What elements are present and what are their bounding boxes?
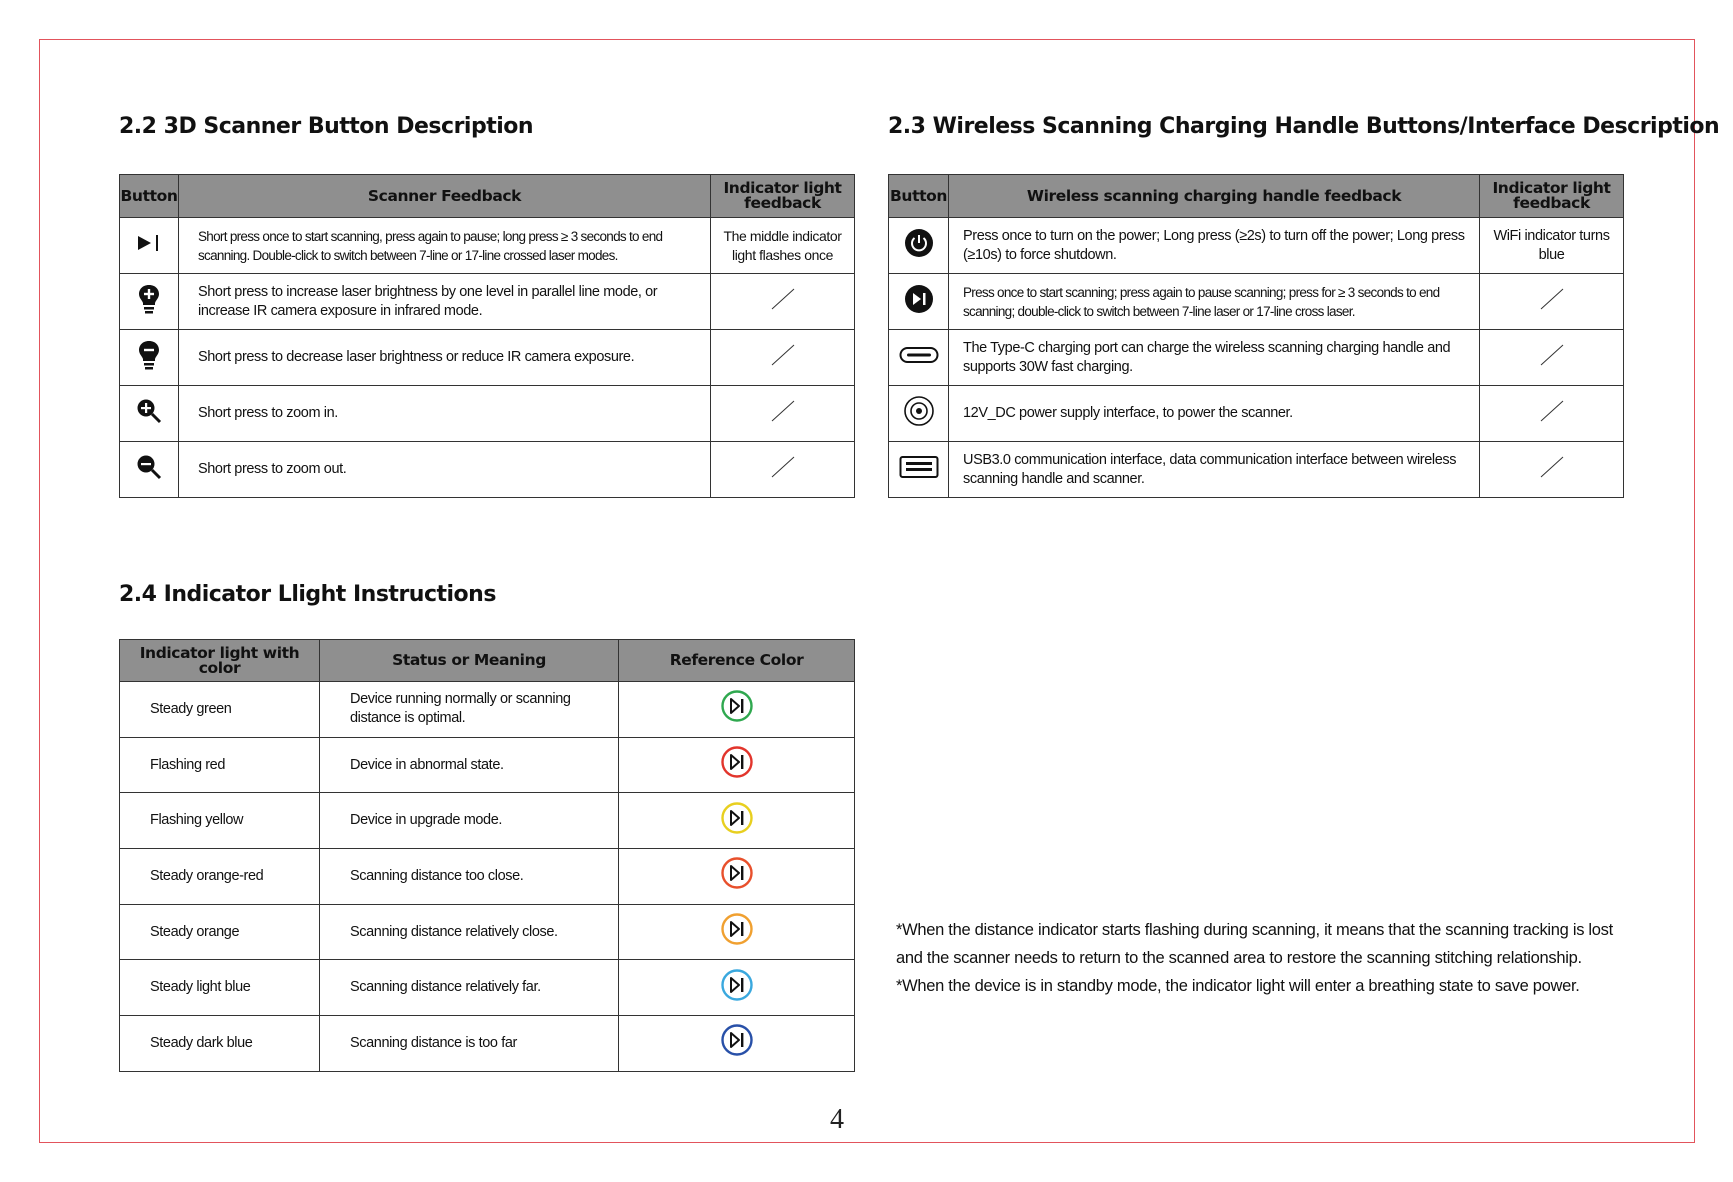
indicator-color-name: Flashing red xyxy=(120,737,320,793)
indicator-color-name: Flashing yellow xyxy=(120,793,320,849)
section-title-scanner-buttons: 2.2 3D Scanner Button Description xyxy=(119,114,534,139)
reference-color-icon xyxy=(619,1016,855,1072)
indicator-color-name: Steady orange-red xyxy=(120,849,320,905)
indicator-color-name: Steady green xyxy=(120,682,320,738)
indicator-text: The middle indicator light flashes once xyxy=(711,218,855,274)
reference-color-icon xyxy=(619,849,855,905)
power-icon xyxy=(889,218,949,274)
table-row xyxy=(889,330,1624,386)
header-indicator-feedback: Indicator light feedback xyxy=(711,175,855,218)
feedback-text: Short press to zoom in. xyxy=(179,386,711,442)
status-text: Device in upgrade mode. xyxy=(320,793,619,849)
type-c-port-icon xyxy=(889,330,949,386)
page-number: 4 xyxy=(830,1104,844,1135)
feedback-text: 12V_DC power supply interface, to power the scanner. xyxy=(949,386,1480,442)
table-row xyxy=(120,904,855,960)
indicator-color-name: Steady orange xyxy=(120,904,320,960)
feedback-text: Short press to decrease laser brightness or reduce IR camera exposure. xyxy=(179,330,711,386)
header-button: Button xyxy=(120,175,179,218)
status-text: Scanning distance relatively far. xyxy=(320,960,619,1016)
indicator-slash xyxy=(1480,330,1624,386)
table-row xyxy=(889,274,1624,330)
scanner-button-table xyxy=(119,174,855,498)
status-text: Scanning distance too close. xyxy=(320,849,619,905)
brightness-down-icon xyxy=(120,330,179,386)
dc-port-icon xyxy=(889,386,949,442)
play-pause-icon xyxy=(120,218,179,274)
table-row xyxy=(120,737,855,793)
feedback-text: Short press to zoom out. xyxy=(179,442,711,498)
table-row xyxy=(120,386,855,442)
feedback-text: USB3.0 communication interface, data communication interface between wireless scanning handle and scanner. xyxy=(949,442,1480,498)
status-text: Device in abnormal state. xyxy=(320,737,619,793)
header-indicator-color: Indicator light with color xyxy=(120,640,320,682)
feedback-text: Short press once to start scanning, press again to pause; long press ≥ 3 seconds to end scanning. Double-click to switch between 7-line or 17-line crossed laser modes. xyxy=(179,218,711,274)
indicator-slash xyxy=(1480,442,1624,498)
section-title-handle-buttons: 2.3 Wireless Scanning Charging Handle Buttons/Interface Description xyxy=(888,114,1720,139)
zoom-out-icon xyxy=(120,442,179,498)
indicator-slash xyxy=(1480,274,1624,330)
reference-color-icon xyxy=(619,960,855,1016)
indicator-slash xyxy=(711,442,855,498)
feedback-text: Short press to increase laser brightness by one level in parallel line mode, or increase IR camera exposure in infrared mode. xyxy=(179,274,711,330)
reference-color-icon xyxy=(619,793,855,849)
table-row xyxy=(120,682,855,738)
table-row xyxy=(889,218,1624,274)
header-indicator-feedback: Indicator light feedback xyxy=(1480,175,1624,218)
feedback-text: Press once to start scanning; press again to pause scanning; press for ≥ 3 seconds to end scanning; double-click to switch between 7-line laser or 17-line cross laser. xyxy=(949,274,1480,330)
table-row xyxy=(120,274,855,330)
indicator-slash xyxy=(711,274,855,330)
play-pause-circle-icon xyxy=(889,274,949,330)
indicator-text: WiFi indicator turns blue xyxy=(1480,218,1624,274)
zoom-in-icon xyxy=(120,386,179,442)
reference-color-icon xyxy=(619,904,855,960)
header-status: Status or Meaning xyxy=(320,640,619,682)
table-row xyxy=(120,793,855,849)
table-row xyxy=(120,960,855,1016)
notes xyxy=(896,916,1616,1000)
table-row xyxy=(120,218,855,274)
table-row xyxy=(120,330,855,386)
status-text: Scanning distance relatively close. xyxy=(320,904,619,960)
reference-color-icon xyxy=(619,682,855,738)
table-row xyxy=(889,386,1624,442)
indicator-slash xyxy=(711,386,855,442)
table-row xyxy=(889,442,1624,498)
feedback-text: The Type-C charging port can charge the wireless scanning charging handle and supports 30W fast charging. xyxy=(949,330,1480,386)
header-scanner-feedback: Scanner Feedback xyxy=(179,175,711,218)
indicator-color-name: Steady light blue xyxy=(120,960,320,1016)
header-button: Button xyxy=(889,175,949,218)
reference-color-icon xyxy=(619,737,855,793)
indicator-color-name: Steady dark blue xyxy=(120,1016,320,1072)
indicator-slash xyxy=(1480,386,1624,442)
table-row xyxy=(120,442,855,498)
handle-button-table xyxy=(888,174,1624,498)
status-text: Scanning distance is too far xyxy=(320,1016,619,1072)
brightness-up-icon xyxy=(120,274,179,330)
table-row xyxy=(120,1016,855,1072)
indicator-light-table xyxy=(119,639,855,1072)
header-handle-feedback: Wireless scanning charging handle feedback xyxy=(949,175,1480,218)
status-text: Device running normally or scanning distance is optimal. xyxy=(320,682,619,738)
usb-port-icon xyxy=(889,442,949,498)
table-row xyxy=(120,849,855,905)
indicator-slash xyxy=(711,330,855,386)
feedback-text: Press once to turn on the power; Long press (≥2s) to turn off the power; Long press (≥10s) to force shutdown. xyxy=(949,218,1480,274)
header-reference-color: Reference Color xyxy=(619,640,855,682)
note-standby: *When the device is in standby mode, the indicator light will enter a breathing state to save power. xyxy=(896,977,1580,995)
note-tracking-lost: *When the distance indicator starts flashing during scanning, it means that the scanning tracking is lost and the scanner needs to return to the scanned area to restore the scanning stitching relationship. xyxy=(896,921,1613,967)
section-title-indicator-light: 2.4 Indicator Llight Instructions xyxy=(119,582,496,607)
